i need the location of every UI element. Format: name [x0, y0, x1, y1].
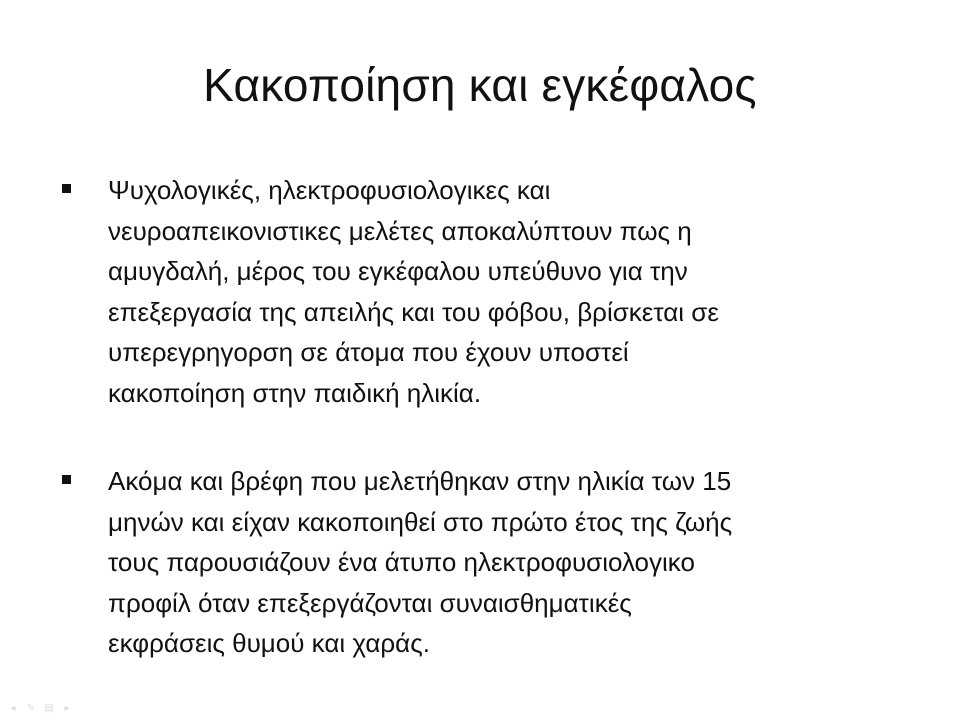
bullet-list — [60, 170, 900, 712]
prev-arrow-icon[interactable]: ◂ — [10, 703, 16, 714]
bullet-item-2 — [60, 461, 900, 664]
square-bullet-icon — [62, 184, 71, 193]
bullet-line: αμυγδαλή, μέρος του εγκέφαλου υπεύθυνο για την — [108, 256, 688, 286]
next-arrow-icon[interactable]: ▸ — [64, 703, 70, 714]
slideshow-nav-controls — [6, 704, 74, 714]
bullet-item-1 — [60, 170, 900, 413]
pen-icon[interactable]: ✎ — [26, 703, 36, 714]
bullet-line: νευροαπεικονιστικες μελέτες αποκαλύπτουν πως η — [108, 215, 692, 246]
bullet-line: εκφράσεις θυμού και χαράς. — [108, 628, 430, 658]
bullet-line: επεξεργασία της απειλής και του φόβου, βρίσκεται σε — [108, 296, 719, 327]
bullet-line: Ακόμα και βρέφη που μελετήθηκαν στην ηλικία των 15 — [108, 466, 732, 496]
menu-icon[interactable]: ▤ — [44, 703, 54, 714]
bullet-line: προφίλ όταν επεξεργάζονται συναισθηματικές — [108, 587, 632, 618]
bullet-line: Ψυχολογικές, ηλεκτροφυσιολογικες και — [108, 175, 551, 205]
bullet-text-1 — [108, 170, 900, 413]
bullet-text-2 — [108, 461, 900, 664]
square-bullet-icon — [62, 475, 71, 484]
bullet-line: τους παρουσιάζουν ένα άτυπο ηλεκτροφυσιολογικο — [108, 547, 695, 577]
bullet-line: υπερεγρηγορση σε άτομα που έχουν υποστεί — [108, 337, 629, 367]
bullet-line: κακοποίηση στην παιδική ηλικία. — [108, 377, 482, 408]
bullet-line: μηνών και είχαν κακοποιηθεί στο πρώτο έτος της ζωής — [108, 506, 733, 537]
slide-title: Κακοποίηση και εγκέφαλος — [203, 59, 757, 111]
